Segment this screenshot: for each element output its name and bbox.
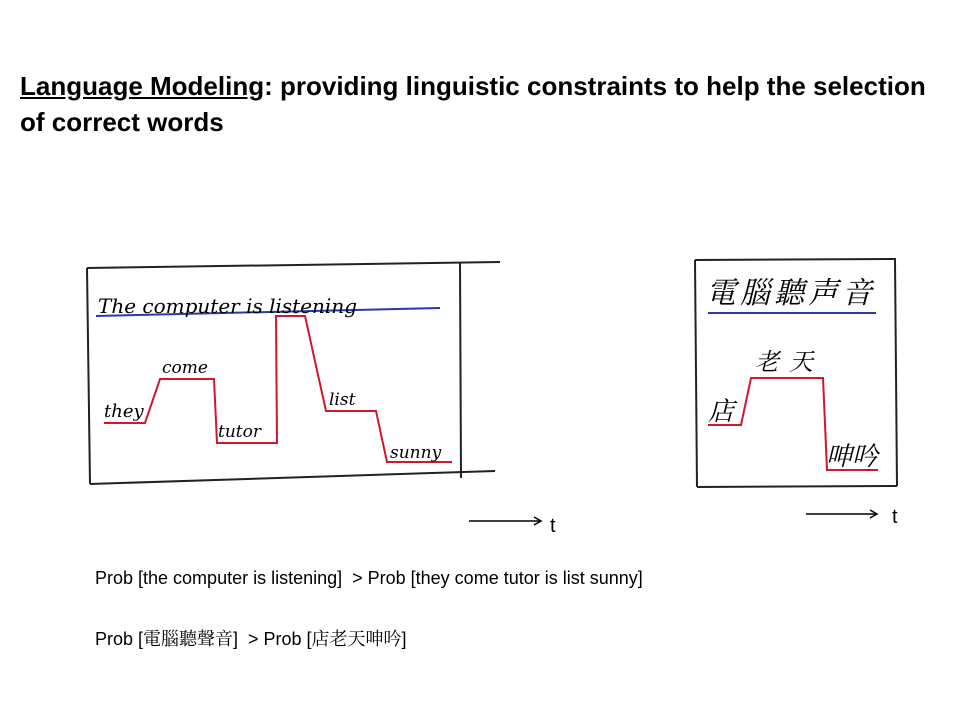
caption-chinese: Prob [電腦聽聲音] > Prob [店老天呻吟] [95, 629, 407, 649]
left-frame-bottom [90, 471, 495, 484]
title-description: : providing linguistic constraints to help the selection of correct words [20, 71, 926, 137]
right-time-label: t [892, 506, 898, 528]
word-tutor: tutor [218, 422, 261, 442]
word-dian: 店 [708, 397, 735, 427]
wrong-path-line [104, 316, 452, 462]
word-they: they [104, 401, 144, 422]
title-term: Language Modeling [20, 71, 265, 101]
right-correct-sentence-label: 電腦聽声音 [706, 276, 876, 311]
word-list: list [329, 390, 356, 410]
left-time-label: t [550, 515, 556, 537]
correct-sentence-label: The computer is listening [98, 294, 358, 318]
right-frame-bottom [697, 486, 897, 487]
right-frame-right [895, 259, 897, 486]
word-come: come [162, 358, 208, 378]
right-frame-top [695, 259, 896, 260]
word-shenyin: 呻吟 [826, 442, 879, 472]
right-frame-left [695, 260, 697, 487]
left-frame-top [87, 262, 500, 268]
left-frame-right [460, 262, 461, 478]
word-sunny: sunny [390, 443, 442, 463]
word-laotian: 老天 [755, 348, 823, 376]
left-frame-left [87, 268, 90, 484]
caption-english: Prob [the computer is listening] > Prob [they come tutor is list sunny] [95, 568, 643, 588]
